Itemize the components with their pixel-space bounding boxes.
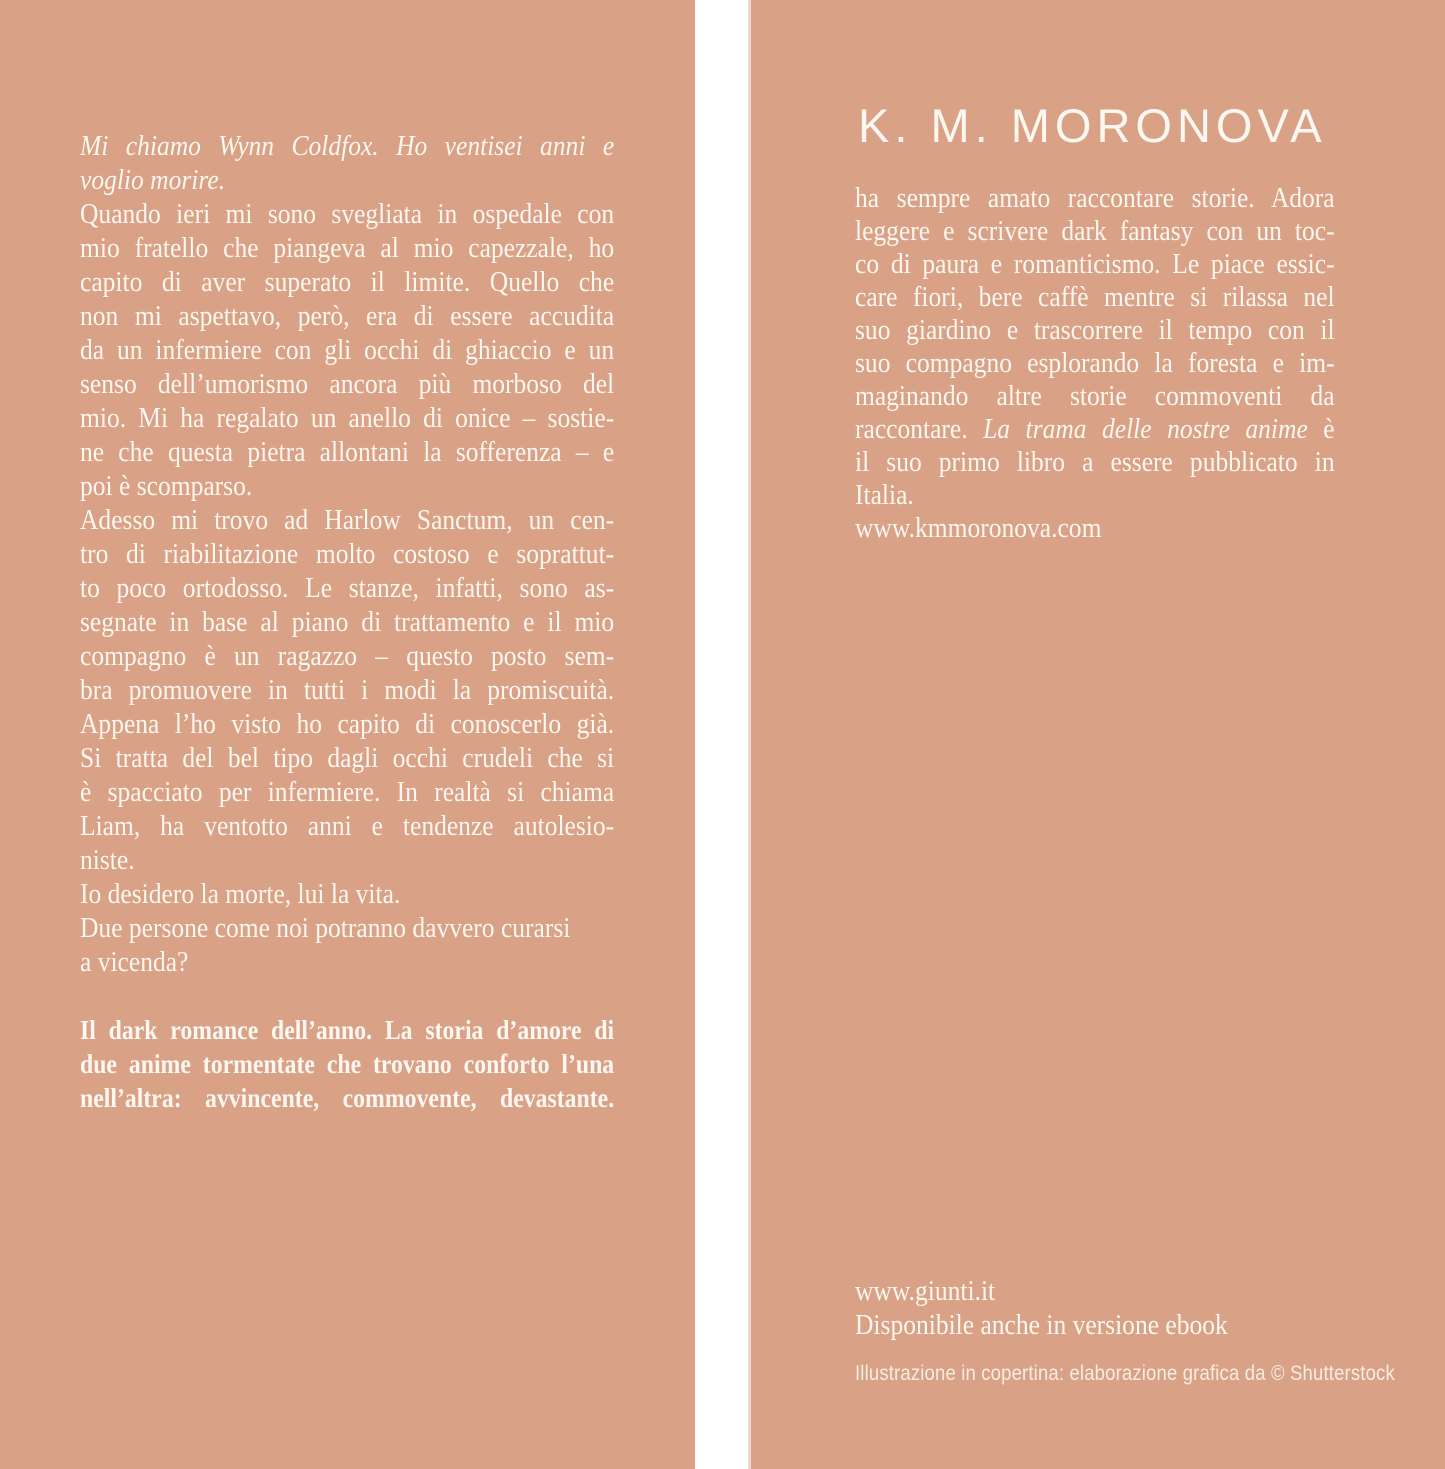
blurb-line: Due persone come noi potranno davvero curarsi [80, 912, 571, 944]
bio-line: leggere e scrivere dark fantasy con un toc- [855, 215, 1335, 247]
blurb-line: Mi chiamo Wynn Coldfox. Ho ventisei anni e [80, 130, 615, 162]
tagline-line: due anime tormentate che trovano conforto l’una [80, 1049, 615, 1079]
publisher-website: www.giunti.it [855, 1275, 996, 1307]
blurb-line: voglio morire. [80, 164, 226, 196]
book-blurb [80, 129, 614, 979]
blurb-line: da un infermiere con gli occhi di ghiaccio e un [80, 334, 615, 366]
bio-line: co di paura e romanticismo. Le piace essic- [855, 248, 1335, 280]
blurb-line: tro di riabilitazione molto costoso e soprattut- [80, 538, 615, 570]
bio-line: maginando altre storie commoventi da [855, 380, 1335, 412]
blurb-line: è spacciato per infermiere. In realtà si chiama [80, 776, 615, 808]
blurb-line: Adesso mi trovo ad Harlow Sanctum, un cen- [80, 504, 615, 536]
blurb-line: poi è scomparso. [80, 470, 253, 502]
publisher-info [855, 1274, 1335, 1342]
blurb-line: a vicenda? [80, 946, 189, 978]
bio-line: care fiori, bere caffè mentre si rilassa nel [855, 281, 1335, 313]
bio-line: ha sempre amato raccontare storie. Adora [855, 182, 1335, 214]
bio-line: suo giardino e trascorrere il tempo con il [855, 314, 1335, 346]
blurb-line: compagno è un ragazzo – questo posto sem- [80, 640, 615, 672]
tagline-line: nell’altra: avvincente, commovente, devastante. [80, 1083, 615, 1113]
author-bio [855, 182, 1335, 545]
blurb-line: senso dell’umorismo ancora più morboso del [80, 368, 615, 400]
blurb-line: Liam, ha ventotto anni e tendenze autolesio- [80, 810, 615, 842]
blurb-line: mio. Mi ha regalato un anello di onice – sostie- [80, 402, 615, 434]
bio-line: suo compagno esplorando la foresta e im- [855, 347, 1335, 379]
blurb-line: bra promuovere in tutti i modi la promiscuità. [80, 674, 615, 706]
bio-line: il suo primo libro a essere pubblicato in [855, 446, 1335, 478]
blurb-line: non mi aspettavo, però, era di essere accudita [80, 300, 615, 332]
blurb-line: segnate in base al piano di trattamento e il mio [80, 606, 615, 638]
bio-line: Italia. [855, 479, 914, 511]
bio-line: raccontare. La trama delle nostre anime è [855, 413, 1335, 445]
blurb-line: Io desidero la morte, lui la vita. [80, 878, 401, 910]
blurb-line: niste. [80, 844, 135, 876]
author-name: K. M. MORONOVA [858, 99, 1327, 152]
ebook-availability-note: Disponibile anche in versione ebook [855, 1309, 1228, 1341]
cover-illustration-credit: Illustrazione in copertina: elaborazione grafica da © Shutterstock [855, 1362, 1395, 1385]
blurb-line: capito di aver superato il limite. Quello che [80, 266, 615, 298]
blurb-line: to poco ortodosso. Le stanze, infatti, sono as- [80, 572, 615, 604]
back-flap-panel [0, 0, 695, 1469]
tagline-line: Il dark romance dell’anno. La storia d’amore di [80, 1015, 615, 1045]
spine-gap [695, 0, 748, 1469]
book-tagline [80, 1013, 614, 1115]
blurb-line: Appena l’ho visto ho capito di conoscerlo già. [80, 708, 615, 740]
blurb-line: ne che questa pietra allontani la sofferenza – e [80, 436, 615, 468]
bio-line: www.kmmoronova.com [855, 512, 1102, 544]
blurb-line: Si tratta del bel tipo dagli occhi crudeli che si [80, 742, 615, 774]
blurb-line: mio fratello che piangeva al mio capezzale, ho [80, 232, 615, 264]
front-flap-panel [751, 0, 1445, 1469]
blurb-line: Quando ieri mi sono svegliata in ospedale con [80, 198, 615, 230]
